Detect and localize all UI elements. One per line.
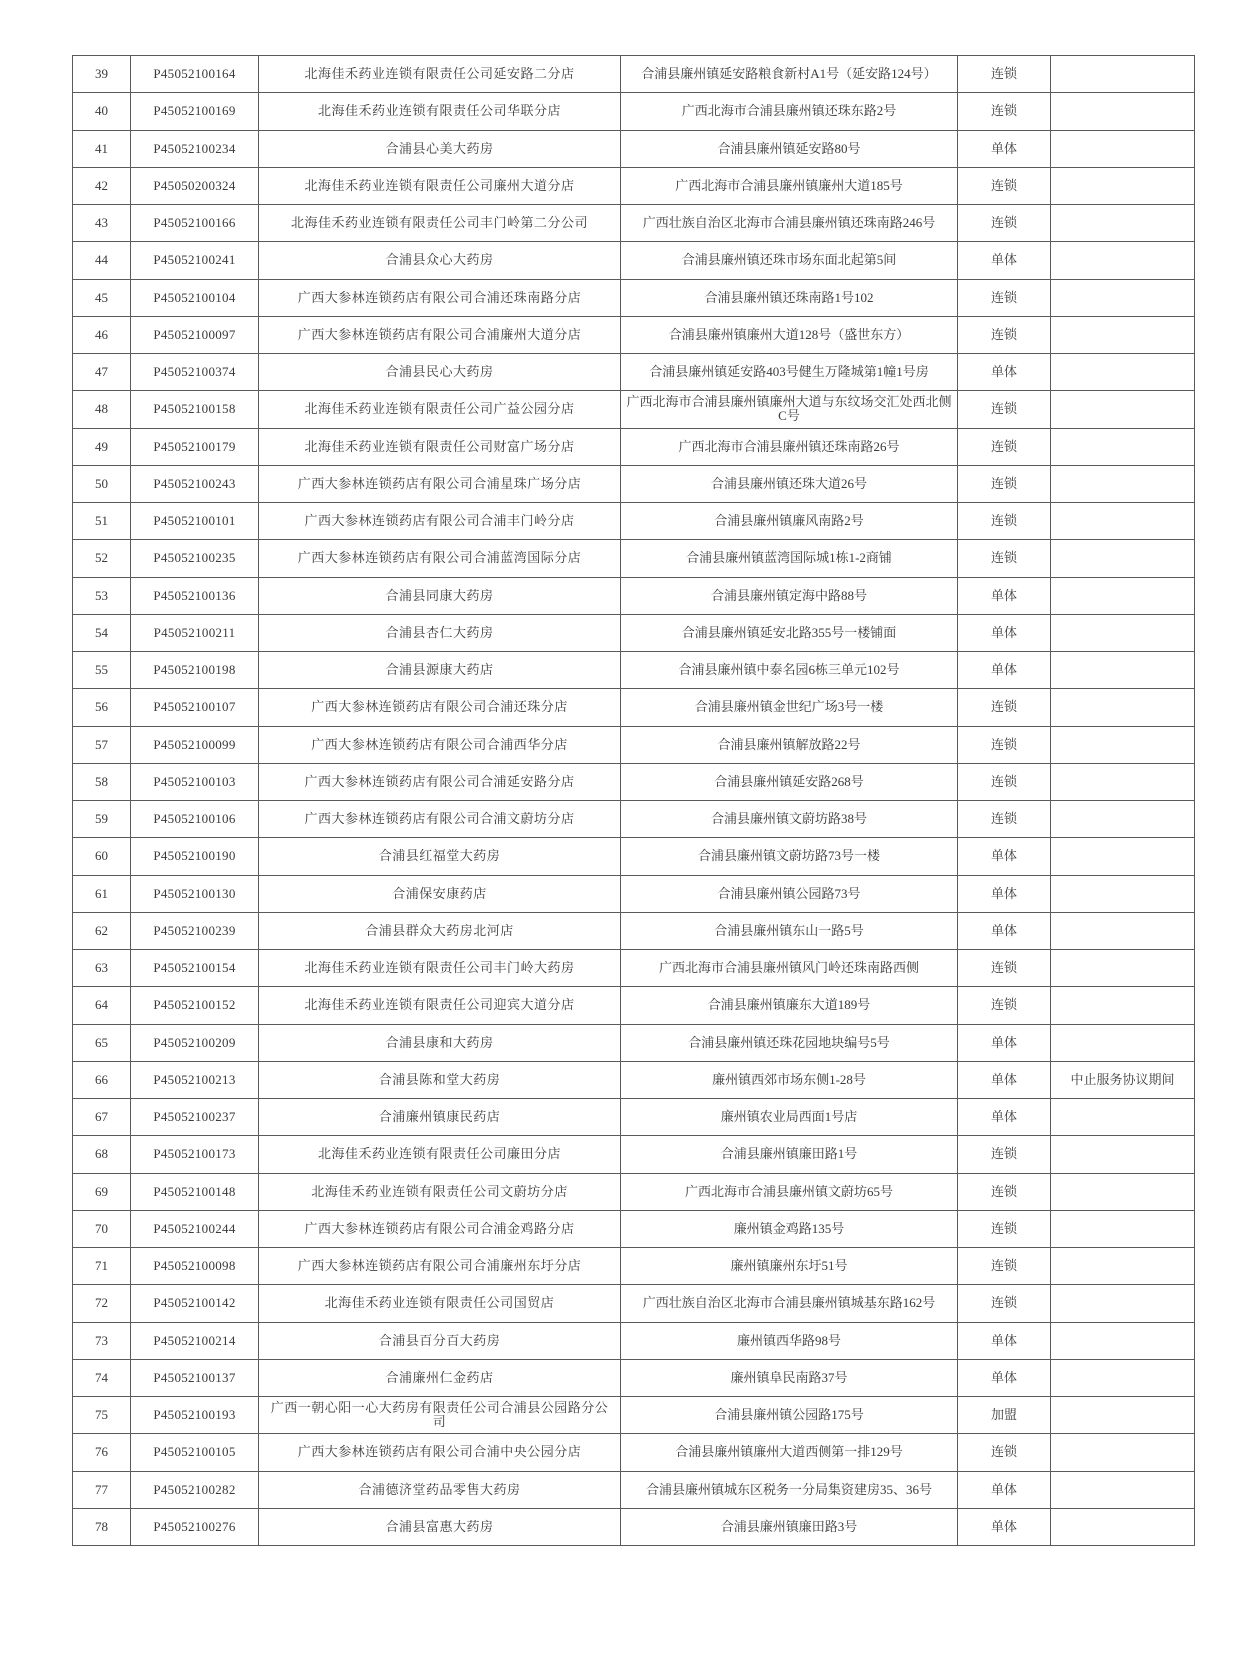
pharmacy-type-cell: 连锁 (958, 1136, 1051, 1173)
pharmacy-address-cell: 合浦县廉州镇延安路403号健生万隆城第1幢1号房 (621, 354, 958, 391)
pharmacy-address-cell: 广西北海市合浦县廉州镇还珠南路26号 (621, 428, 958, 465)
table-row (73, 875, 1195, 912)
row-number-cell: 60 (73, 838, 131, 875)
row-number-cell: 78 (73, 1508, 131, 1545)
pharmacy-address-cell: 合浦县廉州镇廉州大道西侧第一排129号 (621, 1434, 958, 1471)
pharmacy-code-cell: P45052100097 (131, 316, 259, 353)
pharmacy-name-cell: 合浦县红福堂大药房 (259, 838, 621, 875)
table-row (73, 428, 1195, 465)
pharmacy-code-cell: P45052100374 (131, 354, 259, 391)
pharmacy-code-cell: P45052100136 (131, 577, 259, 614)
pharmacy-name-cell: 广西大参林连锁药店有限公司合浦延安路分店 (259, 763, 621, 800)
pharmacy-address-cell: 廉州镇西华路98号 (621, 1322, 958, 1359)
pharmacy-code-cell: P45052100173 (131, 1136, 259, 1173)
pharmacy-address-cell: 广西北海市合浦县廉州镇廉州大道185号 (621, 167, 958, 204)
pharmacy-name-cell: 广西大参林连锁药店有限公司合浦丰门岭分店 (259, 503, 621, 540)
pharmacy-address-cell: 广西壮族自治区北海市合浦县廉州镇城基东路162号 (621, 1285, 958, 1322)
row-number-cell: 70 (73, 1210, 131, 1247)
pharmacy-name-cell: 广西大参林连锁药店有限公司合浦还珠南路分店 (259, 279, 621, 316)
pharmacy-name-cell: 合浦德济堂药品零售大药房 (259, 1471, 621, 1508)
table-row (73, 391, 1195, 428)
pharmacy-type-cell: 连锁 (958, 316, 1051, 353)
pharmacy-type-cell: 连锁 (958, 801, 1051, 838)
pharmacy-name-cell: 北海佳禾药业连锁有限责任公司廉州大道分店 (259, 167, 621, 204)
pharmacy-code-cell: P45052100243 (131, 465, 259, 502)
pharmacy-name-cell: 北海佳禾药业连锁有限责任公司丰门岭第二分公司 (259, 205, 621, 242)
pharmacy-address-cell: 广西壮族自治区北海市合浦县廉州镇还珠南路246号 (621, 205, 958, 242)
pharmacy-code-cell: P45052100169 (131, 93, 259, 130)
remark-cell (1051, 428, 1195, 465)
remark-cell (1051, 912, 1195, 949)
row-number-cell: 76 (73, 1434, 131, 1471)
table-row (73, 1248, 1195, 1285)
pharmacy-address-cell: 合浦县廉州镇文蔚坊路38号 (621, 801, 958, 838)
pharmacy-type-cell: 连锁 (958, 1210, 1051, 1247)
pharmacy-address-cell: 合浦县廉州镇解放路22号 (621, 726, 958, 763)
pharmacy-code-cell: P45052100104 (131, 279, 259, 316)
row-number-cell: 46 (73, 316, 131, 353)
table-row (73, 614, 1195, 651)
pharmacy-address-cell: 廉州镇金鸡路135号 (621, 1210, 958, 1247)
pharmacy-name-cell: 广西大参林连锁药店有限公司合浦廉州大道分店 (259, 316, 621, 353)
table-row (73, 1024, 1195, 1061)
remark-cell (1051, 726, 1195, 763)
pharmacy-name-cell: 广西大参林连锁药店有限公司合浦中央公园分店 (259, 1434, 621, 1471)
remark-cell (1051, 801, 1195, 838)
pharmacy-code-cell: P45052100235 (131, 540, 259, 577)
pharmacy-code-cell: P45052100158 (131, 391, 259, 428)
pharmacy-type-cell: 单体 (958, 875, 1051, 912)
table-row (73, 912, 1195, 949)
pharmacy-code-cell: P45052100166 (131, 205, 259, 242)
row-number-cell: 58 (73, 763, 131, 800)
remark-cell (1051, 614, 1195, 651)
pharmacy-name-cell: 合浦县心美大药房 (259, 130, 621, 167)
remark-cell (1051, 93, 1195, 130)
pharmacy-address-cell: 合浦县廉州镇还珠南路1号102 (621, 279, 958, 316)
table-row (73, 242, 1195, 279)
row-number-cell: 55 (73, 652, 131, 689)
pharmacy-name-cell: 广西大参林连锁药店有限公司合浦廉州东圩分店 (259, 1248, 621, 1285)
pharmacy-type-cell: 单体 (958, 838, 1051, 875)
pharmacy-address-cell: 合浦县廉州镇东山一路5号 (621, 912, 958, 949)
row-number-cell: 52 (73, 540, 131, 577)
pharmacy-address-cell: 合浦县廉州镇还珠大道26号 (621, 465, 958, 502)
remark-cell (1051, 1434, 1195, 1471)
pharmacy-code-cell: P45052100209 (131, 1024, 259, 1061)
pharmacy-name-cell: 合浦县众心大药房 (259, 242, 621, 279)
pharmacy-code-cell: P45052100099 (131, 726, 259, 763)
table-row (73, 1508, 1195, 1545)
table-row (73, 56, 1195, 93)
row-number-cell: 59 (73, 801, 131, 838)
pharmacy-name-cell: 北海佳禾药业连锁有限责任公司丰门岭大药房 (259, 950, 621, 987)
row-number-cell: 41 (73, 130, 131, 167)
pharmacy-type-cell: 单体 (958, 1061, 1051, 1098)
row-number-cell: 51 (73, 503, 131, 540)
table-row (73, 93, 1195, 130)
pharmacy-name-cell: 合浦县康和大药房 (259, 1024, 621, 1061)
pharmacy-address-cell: 合浦县廉州镇金世纪广场3号一楼 (621, 689, 958, 726)
pharmacy-type-cell: 连锁 (958, 503, 1051, 540)
pharmacy-type-cell: 单体 (958, 614, 1051, 651)
pharmacy-code-cell: P45052100107 (131, 689, 259, 726)
pharmacy-type-cell: 连锁 (958, 1248, 1051, 1285)
remark-cell (1051, 577, 1195, 614)
remark-cell (1051, 205, 1195, 242)
pharmacy-name-cell: 北海佳禾药业连锁有限责任公司广益公园分店 (259, 391, 621, 428)
table-row (73, 1359, 1195, 1396)
table-row (73, 1210, 1195, 1247)
pharmacy-name-cell: 合浦县杏仁大药房 (259, 614, 621, 651)
pharmacy-code-cell: P45052100211 (131, 614, 259, 651)
pharmacy-type-cell: 单体 (958, 130, 1051, 167)
pharmacy-address-cell: 合浦县廉州镇廉东大道189号 (621, 987, 958, 1024)
pharmacy-name-cell: 合浦县百分百大药房 (259, 1322, 621, 1359)
remark-cell (1051, 279, 1195, 316)
row-number-cell: 47 (73, 354, 131, 391)
table-row (73, 279, 1195, 316)
pharmacy-type-cell: 连锁 (958, 56, 1051, 93)
pharmacy-type-cell: 单体 (958, 1024, 1051, 1061)
pharmacy-type-cell: 单体 (958, 1508, 1051, 1545)
table-row (73, 950, 1195, 987)
table-row (73, 503, 1195, 540)
remark-cell (1051, 1359, 1195, 1396)
remark-cell (1051, 1322, 1195, 1359)
table-row (73, 1061, 1195, 1098)
table-row (73, 354, 1195, 391)
pharmacy-type-cell: 连锁 (958, 279, 1051, 316)
table-body (73, 56, 1195, 1546)
pharmacy-name-cell: 合浦县陈和堂大药房 (259, 1061, 621, 1098)
remark-cell (1051, 1285, 1195, 1322)
pharmacy-name-cell: 北海佳禾药业连锁有限责任公司延安路二分店 (259, 56, 621, 93)
remark-cell (1051, 987, 1195, 1024)
pharmacy-address-cell: 合浦县廉州镇廉州大道128号（盛世东方） (621, 316, 958, 353)
row-number-cell: 65 (73, 1024, 131, 1061)
remark-cell (1051, 130, 1195, 167)
pharmacy-name-cell: 北海佳禾药业连锁有限责任公司廉田分店 (259, 1136, 621, 1173)
remark-cell (1051, 1471, 1195, 1508)
row-number-cell: 64 (73, 987, 131, 1024)
pharmacy-code-cell: P45052100198 (131, 652, 259, 689)
row-number-cell: 40 (73, 93, 131, 130)
pharmacy-address-cell: 合浦县廉州镇延安路粮食新村A1号（延安路124号） (621, 56, 958, 93)
row-number-cell: 74 (73, 1359, 131, 1396)
pharmacy-type-cell: 单体 (958, 1099, 1051, 1136)
pharmacy-address-cell: 合浦县廉州镇中泰名园6栋三单元102号 (621, 652, 958, 689)
row-number-cell: 39 (73, 56, 131, 93)
remark-cell (1051, 354, 1195, 391)
remark-cell (1051, 838, 1195, 875)
pharmacy-code-cell: P45052100179 (131, 428, 259, 465)
pharmacy-type-cell: 连锁 (958, 93, 1051, 130)
table-row (73, 763, 1195, 800)
pharmacy-address-cell: 合浦县廉州镇延安路80号 (621, 130, 958, 167)
remark-cell (1051, 763, 1195, 800)
remark-cell (1051, 1173, 1195, 1210)
row-number-cell: 73 (73, 1322, 131, 1359)
pharmacy-type-cell: 连锁 (958, 987, 1051, 1024)
row-number-cell: 53 (73, 577, 131, 614)
pharmacy-code-cell: P45052100234 (131, 130, 259, 167)
row-number-cell: 49 (73, 428, 131, 465)
table-row (73, 1136, 1195, 1173)
table-row (73, 1285, 1195, 1322)
pharmacy-type-cell: 连锁 (958, 428, 1051, 465)
pharmacy-address-cell: 合浦县廉州镇廉风南路2号 (621, 503, 958, 540)
pharmacy-address-cell: 合浦县廉州镇还珠市场东面北起第5间 (621, 242, 958, 279)
pharmacy-address-cell: 合浦县廉州镇文蔚坊路73号一楼 (621, 838, 958, 875)
pharmacy-code-cell: P45052100190 (131, 838, 259, 875)
pharmacy-code-cell: P45052100130 (131, 875, 259, 912)
pharmacy-type-cell: 单体 (958, 354, 1051, 391)
pharmacy-name-cell: 北海佳禾药业连锁有限责任公司文蔚坊分店 (259, 1173, 621, 1210)
table-row (73, 1471, 1195, 1508)
table-row (73, 540, 1195, 577)
pharmacy-address-cell: 广西北海市合浦县廉州镇廉州大道与东纹场交汇处西北侧C号 (621, 391, 958, 428)
pharmacy-type-cell: 加盟 (958, 1397, 1051, 1434)
remark-cell (1051, 1136, 1195, 1173)
table-row (73, 577, 1195, 614)
pharmacy-type-cell: 单体 (958, 577, 1051, 614)
remark-cell (1051, 1210, 1195, 1247)
table-row (73, 316, 1195, 353)
row-number-cell: 63 (73, 950, 131, 987)
table-row (73, 652, 1195, 689)
table-row (73, 726, 1195, 763)
row-number-cell: 69 (73, 1173, 131, 1210)
pharmacy-code-cell: P45052100237 (131, 1099, 259, 1136)
remark-cell: 中止服务协议期间 (1051, 1061, 1195, 1098)
pharmacy-type-cell: 连锁 (958, 205, 1051, 242)
row-number-cell: 71 (73, 1248, 131, 1285)
remark-cell (1051, 1397, 1195, 1434)
pharmacy-code-cell: P45052100164 (131, 56, 259, 93)
pharmacy-code-cell: P45052100282 (131, 1471, 259, 1508)
remark-cell (1051, 540, 1195, 577)
table-row (73, 801, 1195, 838)
pharmacy-name-cell: 合浦县源康大药店 (259, 652, 621, 689)
pharmacy-name-cell: 广西一朝心阳一心大药房有限责任公司合浦县公园路分公司 (259, 1397, 621, 1434)
pharmacy-type-cell: 连锁 (958, 689, 1051, 726)
pharmacy-code-cell: P45052100239 (131, 912, 259, 949)
row-number-cell: 61 (73, 875, 131, 912)
table-row (73, 1434, 1195, 1471)
pharmacy-type-cell: 连锁 (958, 726, 1051, 763)
pharmacy-type-cell: 单体 (958, 242, 1051, 279)
pharmacy-type-cell: 连锁 (958, 1434, 1051, 1471)
row-number-cell: 67 (73, 1099, 131, 1136)
pharmacy-address-cell: 合浦县廉州镇公园路73号 (621, 875, 958, 912)
pharmacy-name-cell: 广西大参林连锁药店有限公司合浦文蔚坊分店 (259, 801, 621, 838)
pharmacy-code-cell: P45052100213 (131, 1061, 259, 1098)
pharmacy-type-cell: 单体 (958, 1471, 1051, 1508)
pharmacy-name-cell: 合浦保安康药店 (259, 875, 621, 912)
table-row (73, 987, 1195, 1024)
pharmacy-name-cell: 广西大参林连锁药店有限公司合浦西华分店 (259, 726, 621, 763)
pharmacy-list-table (72, 55, 1195, 1546)
pharmacy-code-cell: P45052100105 (131, 1434, 259, 1471)
pharmacy-type-cell: 单体 (958, 912, 1051, 949)
pharmacy-type-cell: 连锁 (958, 763, 1051, 800)
remark-cell (1051, 503, 1195, 540)
pharmacy-type-cell: 连锁 (958, 540, 1051, 577)
pharmacy-name-cell: 合浦廉州仁金药店 (259, 1359, 621, 1396)
pharmacy-name-cell: 北海佳禾药业连锁有限责任公司迎宾大道分店 (259, 987, 621, 1024)
table-row (73, 689, 1195, 726)
remark-cell (1051, 391, 1195, 428)
pharmacy-code-cell: P45050200324 (131, 167, 259, 204)
table-row (73, 1099, 1195, 1136)
row-number-cell: 42 (73, 167, 131, 204)
pharmacy-code-cell: P45052100142 (131, 1285, 259, 1322)
row-number-cell: 56 (73, 689, 131, 726)
remark-cell (1051, 652, 1195, 689)
row-number-cell: 44 (73, 242, 131, 279)
pharmacy-address-cell: 合浦县廉州镇公园路175号 (621, 1397, 958, 1434)
pharmacy-address-cell: 合浦县廉州镇还珠花园地块编号5号 (621, 1024, 958, 1061)
table-row (73, 1173, 1195, 1210)
pharmacy-code-cell: P45052100193 (131, 1397, 259, 1434)
pharmacy-type-cell: 连锁 (958, 1173, 1051, 1210)
row-number-cell: 43 (73, 205, 131, 242)
pharmacy-code-cell: P45052100276 (131, 1508, 259, 1545)
remark-cell (1051, 950, 1195, 987)
pharmacy-address-cell: 广西北海市合浦县廉州镇还珠东路2号 (621, 93, 958, 130)
pharmacy-code-cell: P45052100101 (131, 503, 259, 540)
row-number-cell: 57 (73, 726, 131, 763)
table-row (73, 1397, 1195, 1434)
pharmacy-name-cell: 合浦县群众大药房北河店 (259, 912, 621, 949)
pharmacy-name-cell: 合浦廉州镇康民药店 (259, 1099, 621, 1136)
pharmacy-name-cell: 合浦县民心大药房 (259, 354, 621, 391)
pharmacy-address-cell: 合浦县廉州镇定海中路88号 (621, 577, 958, 614)
remark-cell (1051, 1024, 1195, 1061)
remark-cell (1051, 1508, 1195, 1545)
pharmacy-type-cell: 连锁 (958, 391, 1051, 428)
pharmacy-address-cell: 廉州镇西郊市场东侧1-28号 (621, 1061, 958, 1098)
table-row (73, 167, 1195, 204)
pharmacy-code-cell: P45052100214 (131, 1322, 259, 1359)
pharmacy-type-cell: 单体 (958, 652, 1051, 689)
pharmacy-name-cell: 广西大参林连锁药店有限公司合浦金鸡路分店 (259, 1210, 621, 1247)
pharmacy-address-cell: 廉州镇廉州东圩51号 (621, 1248, 958, 1285)
pharmacy-code-cell: P45052100106 (131, 801, 259, 838)
row-number-cell: 54 (73, 614, 131, 651)
pharmacy-type-cell: 连锁 (958, 167, 1051, 204)
pharmacy-type-cell: 连锁 (958, 950, 1051, 987)
pharmacy-code-cell: P45052100098 (131, 1248, 259, 1285)
remark-cell (1051, 316, 1195, 353)
pharmacy-name-cell: 合浦县富惠大药房 (259, 1508, 621, 1545)
pharmacy-address-cell: 广西北海市合浦县廉州镇文蔚坊65号 (621, 1173, 958, 1210)
row-number-cell: 77 (73, 1471, 131, 1508)
pharmacy-code-cell: P45052100137 (131, 1359, 259, 1396)
pharmacy-code-cell: P45052100154 (131, 950, 259, 987)
pharmacy-name-cell: 合浦县同康大药房 (259, 577, 621, 614)
pharmacy-address-cell: 廉州镇农业局西面1号店 (621, 1099, 958, 1136)
pharmacy-name-cell: 广西大参林连锁药店有限公司合浦星珠广场分店 (259, 465, 621, 502)
row-number-cell: 45 (73, 279, 131, 316)
remark-cell (1051, 242, 1195, 279)
pharmacy-type-cell: 连锁 (958, 1285, 1051, 1322)
remark-cell (1051, 875, 1195, 912)
pharmacy-code-cell: P45052100103 (131, 763, 259, 800)
row-number-cell: 68 (73, 1136, 131, 1173)
pharmacy-code-cell: P45052100148 (131, 1173, 259, 1210)
row-number-cell: 48 (73, 391, 131, 428)
remark-cell (1051, 167, 1195, 204)
pharmacy-address-cell: 合浦县廉州镇廉田路1号 (621, 1136, 958, 1173)
table-row (73, 205, 1195, 242)
table-row (73, 838, 1195, 875)
pharmacy-address-cell: 合浦县廉州镇延安北路355号一楼铺面 (621, 614, 958, 651)
row-number-cell: 62 (73, 912, 131, 949)
row-number-cell: 66 (73, 1061, 131, 1098)
row-number-cell: 72 (73, 1285, 131, 1322)
pharmacy-address-cell: 合浦县廉州镇廉田路3号 (621, 1508, 958, 1545)
table-row (73, 130, 1195, 167)
table-row (73, 465, 1195, 502)
pharmacy-code-cell: P45052100152 (131, 987, 259, 1024)
remark-cell (1051, 1248, 1195, 1285)
row-number-cell: 50 (73, 465, 131, 502)
pharmacy-address-cell: 廉州镇阜民南路37号 (621, 1359, 958, 1396)
pharmacy-name-cell: 广西大参林连锁药店有限公司合浦还珠分店 (259, 689, 621, 726)
pharmacy-address-cell: 广西北海市合浦县廉州镇风门岭还珠南路西侧 (621, 950, 958, 987)
pharmacy-type-cell: 单体 (958, 1322, 1051, 1359)
pharmacy-address-cell: 合浦县廉州镇城东区税务一分局集资建房35、36号 (621, 1471, 958, 1508)
pharmacy-type-cell: 单体 (958, 1359, 1051, 1396)
table-row (73, 1322, 1195, 1359)
pharmacy-code-cell: P45052100244 (131, 1210, 259, 1247)
remark-cell (1051, 56, 1195, 93)
pharmacy-address-cell: 合浦县廉州镇蓝湾国际城1栋1-2商铺 (621, 540, 958, 577)
remark-cell (1051, 1099, 1195, 1136)
pharmacy-type-cell: 连锁 (958, 465, 1051, 502)
pharmacy-name-cell: 北海佳禾药业连锁有限责任公司华联分店 (259, 93, 621, 130)
remark-cell (1051, 689, 1195, 726)
pharmacy-address-cell: 合浦县廉州镇延安路268号 (621, 763, 958, 800)
row-number-cell: 75 (73, 1397, 131, 1434)
remark-cell (1051, 465, 1195, 502)
pharmacy-name-cell: 广西大参林连锁药店有限公司合浦蓝湾国际分店 (259, 540, 621, 577)
pharmacy-name-cell: 北海佳禾药业连锁有限责任公司国贸店 (259, 1285, 621, 1322)
pharmacy-name-cell: 北海佳禾药业连锁有限责任公司财富广场分店 (259, 428, 621, 465)
pharmacy-code-cell: P45052100241 (131, 242, 259, 279)
